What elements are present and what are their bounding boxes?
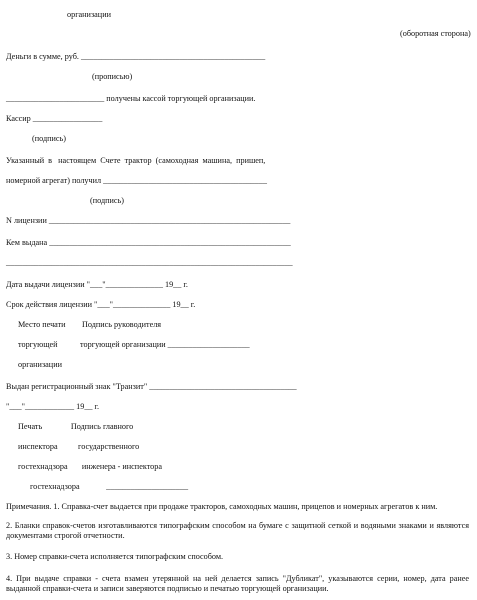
tractor-received-line-1: Указанный в настоящем Счете трактор (самоходная машина, пришеп, [6,156,266,165]
in-words-caption: (прописью) [92,72,133,81]
cashier-line: Кассир _________________ [6,114,103,123]
stamp-signature-line: Печать Подпись главного [18,422,134,431]
license-validity-line: Срок действия лицензии "___"______________ 19__ г. [6,300,196,309]
reverse-side-label: (оборотная сторона) [400,29,471,38]
note-3: 3. Номер справки-счета исполняется типографским способом. [6,552,224,561]
transit-plate-line: Выдан регистрационный знак "Транзит" ____________________________________ [6,382,297,391]
license-number-line: N лицензии ___________________________________________________________ [6,216,291,225]
signature-caption-2: (подпись) [90,196,124,205]
note-1: Примечания. 1. Справка-счет выдается при продаже тракторов, самоходных машин, прицепов и номерных агрегатов к ним. [6,502,438,511]
gostechnadzor-line-1: гостехнадзора инженера - инспектора [18,462,162,471]
signature-caption-1: (подпись) [32,134,66,143]
note-2: 2. Бланки справок-счетов изготавливаются типографским способом на бумаге с защитной сеткой и водяными знаками и являются документами строгой отчетности. [6,521,469,540]
organization-caption-top: организации [67,10,111,19]
gostechnadzor-line-2: гостехнадзора ____________________ [30,482,189,491]
stamp-place-line: Место печати Подпись руководителя [18,320,162,329]
issued-by-line: Кем выдана ___________________________________________________________ [6,238,291,247]
note-4: 4. При выдаче справки - счета взамен утерянной на ней делается запись "Дубликат", указываются серии, номер, дата ранее выданной справки-счета и записи заверяются подписью и печатью торгующей организации. [6,574,469,593]
trading-organization-line: торгующей торгующей организации ____________________ [18,340,250,349]
blank-line: ______________________________________________________________________ [6,258,293,267]
inspector-line: инспектора государственного [18,442,140,451]
money-amount-line: Деньги в сумме, руб. _____________________________________________ [6,52,266,61]
received-by-cashier-line: ________________________ получены кассой торгующей организации. [6,94,256,103]
license-issue-date-line: Дата выдачи лицензии "___"______________ 19__ г. [6,280,188,289]
tractor-received-line-2: номерной агрегат) получил ________________________________________ [6,176,267,185]
organization-caption-bottom: организации [18,360,62,369]
date-line: "___"____________ 19__ г. [6,402,100,411]
